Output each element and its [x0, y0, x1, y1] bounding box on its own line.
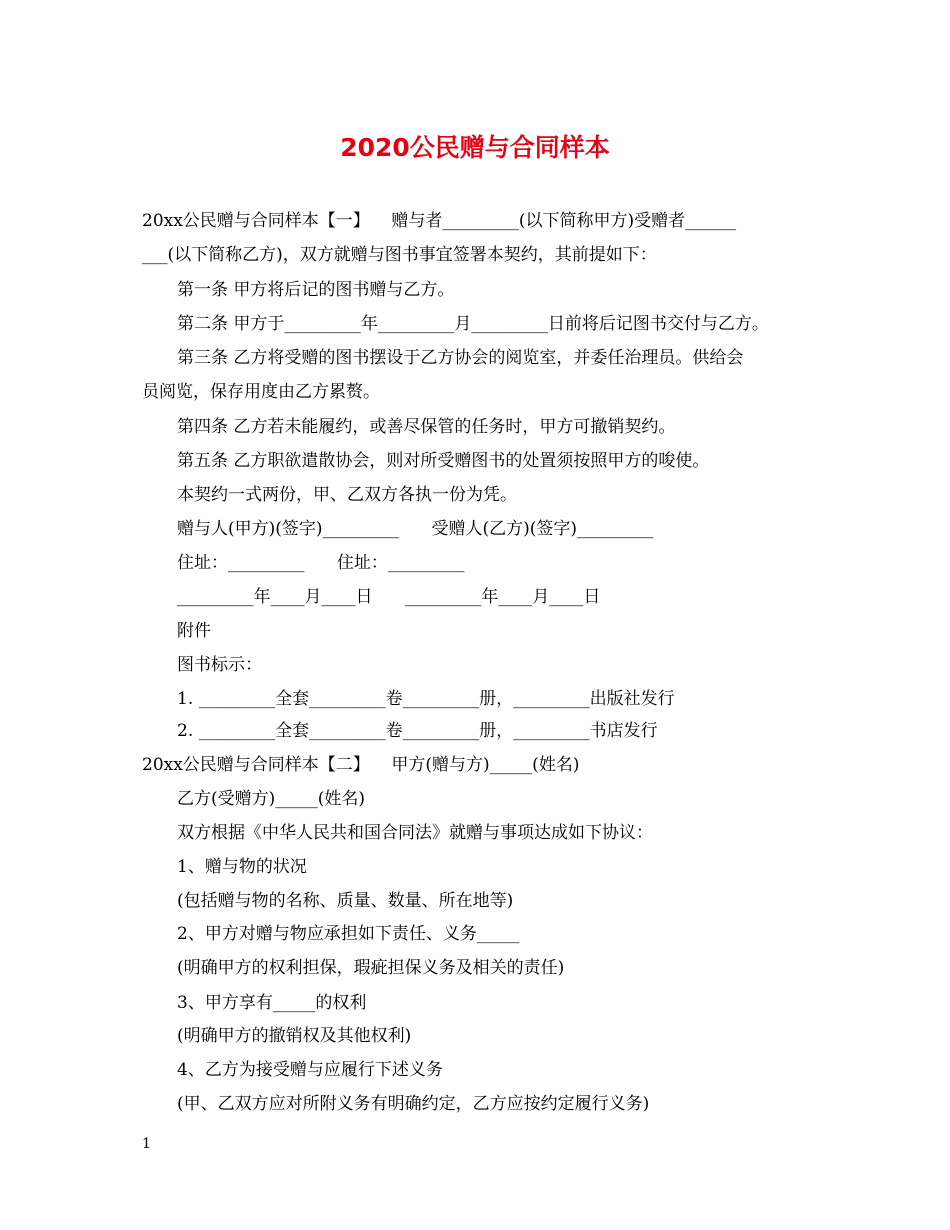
- paragraph-line: ___(以下简称乙方)，双方就赠与图书事宜签署本契约，其前提如下：: [142, 245, 657, 265]
- paragraph-line: 第三条 乙方将受赠的图书摆设于乙方协会的阅览室，并委任治理员。供给会: [177, 348, 744, 368]
- paragraph-line: 第五条 乙方职欲遣散协会，则对所受赠图书的处置须按照甲方的唆使。: [177, 451, 710, 471]
- paragraph-line: 图书标示：: [177, 655, 262, 675]
- paragraph-line: 乙方(受赠方)_____(姓名): [177, 789, 366, 809]
- paragraph-line: 20xx公民赠与合同样本【一】 赠与者_________(以下简称甲方)受赠者______: [142, 211, 737, 231]
- list-item: 2. _________全套_________卷_________册，_________书店发行: [177, 721, 658, 741]
- paragraph-line: 本契约一式两份，甲、乙双方各执一份为凭。: [177, 485, 517, 505]
- paragraph-line: 1、赠与物的状况: [177, 857, 307, 877]
- page-number: 1: [142, 1136, 151, 1152]
- attachment-heading: 附件: [177, 621, 211, 641]
- document-title: 2020公民赠与合同样本: [340, 133, 610, 162]
- paragraph-line: 第四条 乙方若未能履约，或善尽保管的任务时，甲方可撤销契约。: [177, 417, 676, 437]
- paragraph-line: 双方根据《中华人民共和国合同法》就赠与事项达成如下协议：: [177, 823, 653, 843]
- signature-line: 赠与人(甲方)(签字)_________ 受赠人(乙方)(签字)_________: [177, 519, 654, 539]
- paragraph-line: 20xx公民赠与合同样本【二】 甲方(赠与方)_____(姓名): [142, 755, 580, 775]
- paragraph-line: 第一条 甲方将后记的图书赠与乙方。: [177, 280, 455, 300]
- address-line: 住址：_________ 住址：_________: [177, 553, 465, 573]
- paragraph-line: 3、甲方享有_____的权利: [177, 993, 367, 1013]
- paragraph-line: (明确甲方的权利担保，瑕疵担保义务及相关的责任): [177, 958, 565, 978]
- paragraph-line: (包括赠与物的名称、质量、数量、所在地等): [177, 891, 514, 911]
- paragraph-line: 4、乙方为接受赠与应履行下述义务: [177, 1060, 443, 1080]
- paragraph-line: 2、甲方对赠与物应承担如下责任、义务_____: [177, 924, 520, 944]
- paragraph-line: 员阅览，保存用度由乙方累赘。: [142, 382, 380, 402]
- paragraph-line: (甲、乙双方应对所附义务有明确约定，乙方应按约定履行义务): [177, 1094, 650, 1114]
- date-line: _________年____月____日 _________年____月____日: [177, 587, 601, 607]
- list-item: 1. _________全套_________卷_________册，_________出版社发行: [177, 689, 675, 709]
- paragraph-line: (明确甲方的撤销权及其他权利): [177, 1026, 412, 1046]
- paragraph-line: 第二条 甲方于_________年_________月_________日前将后记图书交付与乙方。: [177, 314, 769, 334]
